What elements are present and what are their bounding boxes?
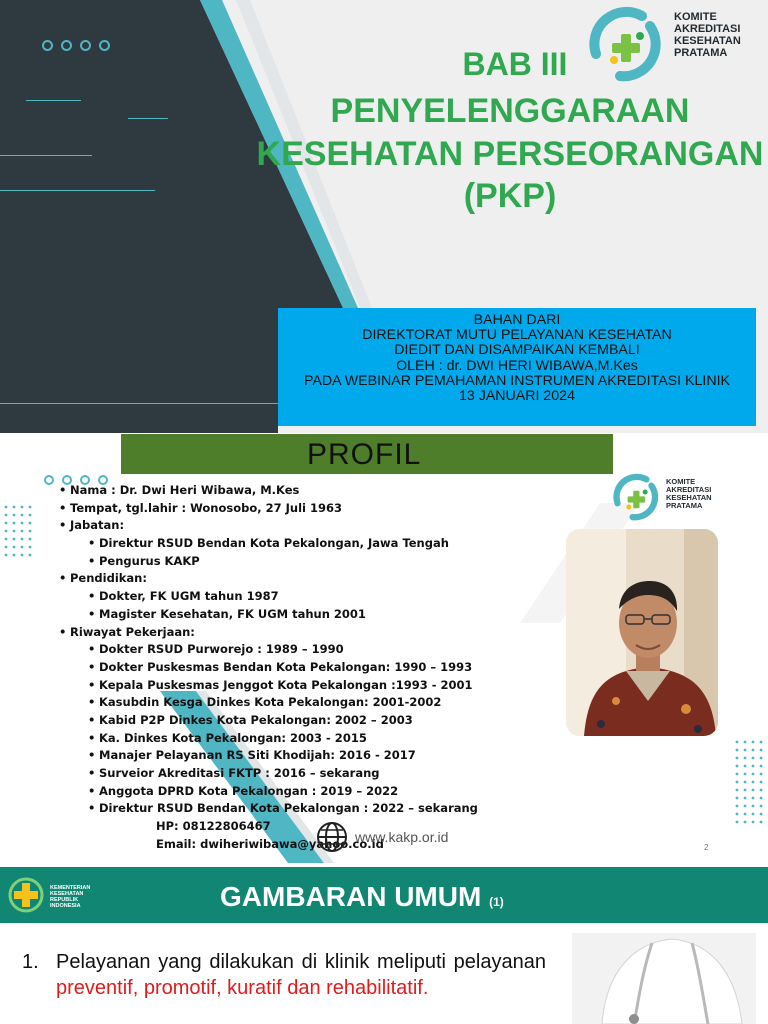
- decorative-dot-grid: [734, 739, 768, 839]
- list-item: • Anggota DPRD Kota Pekalongan : 2019 – 2022: [99, 783, 540, 801]
- source-info-box: BAHAN DARI DIREKTORAT MUTU PELAYANAN KESEHATAN DIEDIT DAN DISAMPAIKAN KEMBALI OLEH : dr. DWI HERI WIBAWA,M.Kes PADA WEBINAR PEMAHAMAN INSTRUMEN AKREDITASI KLINIK 13 JANUARI 2024: [278, 308, 756, 426]
- list-item: • Tempat, tgl.lahir : Wonosobo, 27 Juli 1963: [70, 500, 540, 518]
- decorative-line: [128, 118, 168, 119]
- page-number: 2: [704, 843, 709, 852]
- decorative-circles: [42, 40, 110, 51]
- kakp-logo-text: KOMITE AKREDITASI KESEHATAN PRATAMA: [674, 11, 741, 59]
- profile-heading: PROFIL: [307, 438, 422, 471]
- website-link[interactable]: www.kakp.or.id: [355, 829, 449, 845]
- list-item: • Pengurus KAKP: [99, 553, 540, 571]
- ministry-name: KEMENTERIAN KESEHATAN REPUBLIK INDONESIA: [50, 885, 91, 909]
- list-item: • Pendidikan:: [70, 570, 540, 588]
- doctor-photo: [572, 933, 756, 1024]
- list-item: • Magister Kesehatan, FK UGM tahun 2001: [99, 606, 540, 624]
- list-item: • Surveior Akreditasi FKTP : 2016 – sekarang: [99, 765, 540, 783]
- decorative-line: [0, 190, 155, 191]
- list-item: • Manajer Pelayanan RS Siti Khodijah: 2016 - 2017: [99, 747, 540, 765]
- list-item: • Nama : Dr. Dwi Heri Wibawa, M.Kes: [70, 482, 540, 500]
- list-item: • Kabid P2P Dinkes Kota Pekalongan: 2002 – 2003: [99, 712, 540, 730]
- slide-overview: [0, 863, 768, 1024]
- chapter-label: BAB III: [462, 46, 568, 82]
- list-item: • Riwayat Pekerjaan:: [70, 624, 540, 642]
- phone-number: HP: 08122806467: [156, 819, 271, 834]
- slide-profile: [0, 433, 768, 863]
- section-title: GAMBARAN UMUM (1): [220, 881, 504, 912]
- list-item: • Jabatan:: [70, 517, 540, 535]
- decorative-line: [0, 155, 92, 156]
- list-item: • Ka. Dinkes Kota Pekalongan: 2003 - 2015: [99, 730, 540, 748]
- decorative-line: [26, 100, 81, 101]
- list-item: • Dokter, FK UGM tahun 1987: [99, 588, 540, 606]
- kakp-logo-icon: [610, 473, 664, 521]
- title-bar: [0, 867, 768, 923]
- list-number: 1.: [22, 951, 39, 973]
- list-item: • Dokter RSUD Purworejo : 1989 – 1990: [99, 641, 540, 659]
- page-title: PENYELENGGARAAN KESEHATAN PERSEORANGAN (PKP): [256, 92, 764, 215]
- email-address: Email: dwiheriwibawa@yahoo.co.id: [156, 836, 384, 851]
- kakp-logo-text: KOMITE AKREDITASI KESEHATAN PRATAMA: [666, 477, 712, 511]
- list-item: • Dokter Puskesmas Bendan Kota Pekalongan: 1990 – 1993: [99, 659, 540, 677]
- decorative-dot-grid: [4, 505, 38, 565]
- profile-header-bar: [121, 434, 613, 474]
- list-item: • Direktur RSUD Bendan Kota Pekalongan : 2022 – sekarang: [99, 800, 540, 818]
- slide-title: [0, 0, 768, 433]
- globe-icon: [316, 821, 348, 853]
- list-item: • Kasubdin Kesga Dinkes Kota Pekalongan: 2001-2002: [99, 694, 540, 712]
- speaker-photo: [566, 529, 718, 736]
- decorative-line: [0, 403, 278, 404]
- kemenkes-logo-icon: [6, 875, 46, 915]
- list-item: • Kepala Puskesmas Jenggot Kota Pekalongan :1993 - 2001: [99, 677, 540, 695]
- list-item: • Direktur RSUD Bendan Kota Pekalongan, Jawa Tengah: [99, 535, 540, 553]
- list-item: 1. Pelayanan yang dilakukan di klinik meliputi pelayanan preventif, promotif, kuratif dan rehabilitatif.: [22, 951, 546, 999]
- profile-list: [70, 482, 540, 853]
